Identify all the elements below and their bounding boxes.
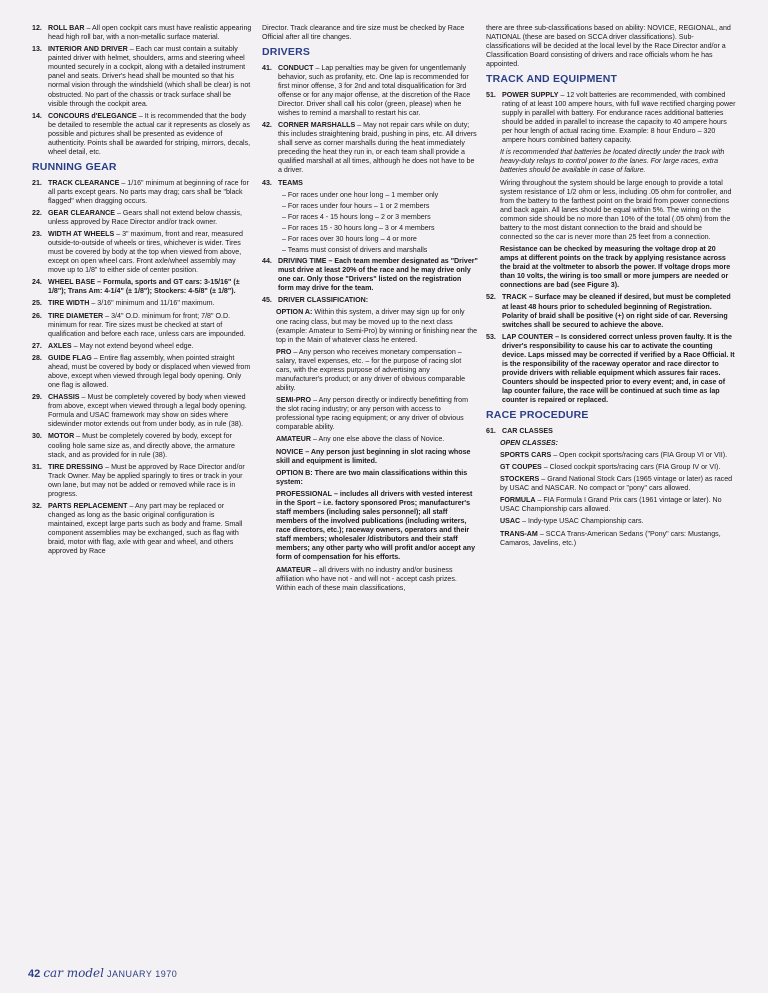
list-item: – Teams must consist of drivers and marshalls [282,246,428,254]
class-pro: PRO – Any person who receives monetary compensation – salary, travel expenses, etc. – for the purpose of racing slot cars, with the express purpose of advertising any manufacturer's product; or any driver of obvious comparable ability. [276,347,466,393]
class-formula: FORMULA – FIA Formula I Grand Prix cars (1961 vintage or later). No USAC Championship cars allowed. [500,496,722,514]
rule-53: 53. LAP COUNTER – Is considered correct unless proven faulty. It is the driver's responsibility to cause his car to activate the counting device. Laps missed may be corrected if verified by a Race Official. It is the responsibility of the raceway operator and race director to provide drivers with reliable equipment which assures fair races. Counters should be inspected prior to every event; and, in case of lap counter failure, the race will be continued at such time as lap counter is repaired or replaced. [486,332,735,405]
rule-43: 43. TEAMS [262,178,303,187]
rule-31: 31. TIRE DRESSING – Must be approved by Race Director and/or Track Owner. May be applied sparingly to tires or track in your own lane, but may not be added or removed while race is in progress. [32,462,245,498]
class-stockers: STOCKERS – Grand National Stock Cars (1965 vintage or later) as raced by USAC and NASCAR. No compact or "pony" cars allowed. [500,475,733,493]
rule-title: INTERIOR AND DRIVER [48,45,128,54]
rule-title: ROLL BAR [48,24,85,32]
rule-44: 44. DRIVING TIME – Each team member designated as "Driver" must drive at least 20% of the race and he may drive only one car. Only those "Drivers" listed on the registration form may drive for the team. [262,257,478,293]
option-b: OPTION B: There are two main classifications within this system: [276,468,468,486]
rule-14: 14. CONCOURS d'ELEGANCE – It is recommended that the body be detailed to resemble the actual car it represents as closely as possible and pictures shall be presented as evidence of authenticity. Points shall be awarded for striping, mirrors, decals, wheel detail, etc. [32,111,251,157]
rule-42: 42. CORNER MARSHALLS – May not repair cars while on duty; this includes straightening braid, pushing in pins, etc. All drivers shall serve as corner marshalls during the heat immediately preceding the heat they run in, or each team shall provide a qualified marshall at all times, although he does not have to be a driver. [262,121,477,175]
rule-61: 61. CAR CLASSES [486,426,553,435]
heading-drivers: DRIVERS [262,46,311,59]
rule-25: 25. TIRE WIDTH – 3/16" minimum and 11/16" maximum. [32,299,215,308]
heading-running-gear: RUNNING GEAR [32,161,117,174]
rule-26: 26. TIRE DIAMETER – 3/4" O.D. minimum for front; 7/8" O.D. minimum for rear. Tire sizes must be checked at start of qualification and before each race, unless cars are impounded. [32,311,246,338]
class-amateur: AMATEUR – Any one else above the class of Novice. [276,435,445,444]
rule-text: – Each car must contain a suitably painted driver with helmet, shoulders, arms and steering wheel mounted securely in a cockpit, along with a detailed instrument panel and seats. Driver's head shall be mounted so that his normal vision through the windshield (which shall be clear) is not obstructed. No part of the chassis or track surface shall be visible through the cockpit area. [48,45,251,108]
class-usac: USAC – Indy-type USAC Championship cars. [500,517,644,526]
column-1 [32,24,252,560]
column-3 [486,24,736,551]
class-trans-am: TRANS-AM – SCCA Trans-American Sedans ("Pony" cars: Mustangs, Camaros, Javelins, etc.) [500,529,721,547]
rule-28: 28. GUIDE FLAG – Entire flag assembly, when pointed straight ahead, must be covered by body or displaced when viewed from above, except when viewed through legal body opening. Only one flag is allowed. [32,353,251,390]
rule-title: CONCOURS d'ELEGANCE [48,111,137,120]
rule-27: 27. AXLES – May not extend beyond wheel edge. [32,341,194,350]
class-sports-cars: SPORTS CARS – Open cockpit sports/racing cars (FIA Group VI or VII). [500,451,728,459]
page-footer [28,966,177,980]
rule-text: – All open cockpit cars must have realistic appearing head high roll bar, with a non-metallic surface material. [48,24,252,42]
list-item: – For races 15 - 30 hours long – 3 or 4 members [282,223,435,232]
rule-29: 29. CHASSIS – Must be completely covered by body when viewed from above, except when viewed through a legal body opening. Formula and USAC framework may show on sides where sidewinder motor extends out from under body, as in rule (38). [32,393,247,429]
heading-race-procedure: RACE PROCEDURE [486,409,589,422]
continued-text: there are three sub-classifications based on ability: NOVICE, REGIONAL, and NATIONAL (these are based on SCCA driver classifications). Sub-classifications will be decided at the local level by the Race Director and/or a Classification Board consisting of drivers and race officials whom he has appointed. [486,24,731,69]
magazine-name: car model [43,966,104,980]
heading-track-equipment: TRACK AND EQUIPMENT [486,73,618,86]
rule-32: 32. PARTS REPLACEMENT – Any part may be replaced or changed as long as the basic original configuration is maintained, except large parts such as body and frame. Small component assemblies may be exchanged, such as flag with braid, motor with flag, axle with gear and wheel, and others approved by Race [32,502,243,556]
rule-41: 41. CONDUCT – Lap penalties may be given for ungentlemanly behavior, such as profanity, etc. One lap is recommended for first minor offense, 3 for 2nd and total disqualification for 3rd offense or for any major offense, at the discretion of the Race Director. Driver shall call his color (green, please) when he wishes to remind a marshall to restart his car. [262,63,471,117]
rule-13: 13. INTERIOR AND DRIVER – Each car must contain a suitably painted driver with helmet, shoulders, arms and steering wheel mounted securely in a cockpit, along with a detailed instrument panel and seats. Driver's head shall be mounted so that his normal vision through the windshield (which shall be clear) is not obstructed. No part of the chassis or track surface shall be visible through the cockpit area. [32,45,251,108]
class-gt-coupes: GT COUPES – Closed cockpit sports/racing cars (FIA Group IV or VI). [500,463,721,472]
rule-30: 30. MOTOR – Must be completely covered by body, except for cooling hole same size as, and directly above, the armature stack, and as provided for in rule (38). [32,432,235,459]
resistance-note: Resistance can be checked by measuring the voltage drop at 20 amps at different points on the track by applying resistance across the braid at the voltmeter to absorb the power. If voltage drops more than 10 volts, the wiring is too small or more jumpers are needed or connections are bad (see Figure 3). [500,245,731,290]
list-item: – For races 4 - 15 hours long – 2 or 3 members [282,212,431,221]
rule-45: 45. DRIVER CLASSIFICATION: [262,296,369,305]
option-a: OPTION A: Within this system, a driver may sign up for only one racing class, but may be moved up to the next class (example: Amateur to Semi-Pro) by winning or finishing near the top in the Main of whatever class he entered. [276,308,478,344]
open-classes-label: OPEN CLASSES: [500,438,558,447]
continued-text: Director. Track clearance and tire size must be checked by Race Official after all tire changes. [262,24,465,42]
rule-51: 51. POWER SUPPLY – 12 volt batteries are recommended, with combined rating of at least 100 ampere hours, with full wave rectified charging power supply in parallel with battery. For endurance races additional batteries should be added in parallel to increase the capacity to 40 ampere hours per hour length of actual racing time. Example: 8 hour Enduro – 320 ampere hours combined battery capacity. [486,90,736,145]
list-item: – For races under four hours – 1 or 2 members [282,201,430,210]
rule-21: 21. TRACK CLEARANCE – 1/16" minimum at beginning of race for all parts except gears. No parts may drag; cars shall be "black flagged" when dragging occurs. [32,178,249,205]
rule-52: 52. TRACK – Surface may be cleaned if desired, but must be completed at least 48 hours prior to scheduled beginning of Registration. Polarity of braid shall be positive (+) on right side of car. Reversing switches shall be secured to achieve the above. [486,293,731,329]
battery-note: It is recommended that batteries be located directly under the track with heavy-duty relays to control power to the lanes. For large races, extra batteries should be available in case of failure. [500,148,725,175]
rule-text: – It is recommended that the body be detailed to resemble the actual car it represents as closely as possible and pictures shall be presented as evidence of authenticity. Points shall be awarded for striping, mirrors, decals, wheel detail, etc. [48,111,251,157]
wiring-note: Wiring throughout the system should be large enough to provide a total system resistance of 1/2 ohm or less, including .05 ohm for controller, and from the battery to the farthest point on the braid from power connections and back again. All lanes should be equal within 5%. The wiring on the common side should be no more than 10% of the total (.05 ohm) from the battery to the most distant connection to the braid and should be connected so the car is never more than 25 feet from a connection. [500,178,732,241]
list-item: – For races under one hour long – 1 member only [282,190,439,199]
teams-list [262,191,478,255]
class-amateur-b: AMATEUR – all drivers with no industry and/or business affiliation who have not - and will not - accept cash prizes. Within each of these main classifications, [276,565,457,592]
rule-12: 12. ROLL BAR – All open cockpit cars must have realistic appearing head high roll bar, with a non-metallic surface material. [32,24,252,42]
page-number: 42 [28,968,41,980]
rule-22: 22. GEAR CLEARANCE – Gears shall not extend below chassis, unless approved by Race Director and/or track owner. [32,208,242,226]
column-2 [262,24,478,596]
class-semi-pro: SEMI-PRO – Any person directly or indirectly benefitting from the slot racing industry; or any person with access to professional type racing equipment; or any driver of obvious comparable ability. [276,396,469,432]
list-item: – For races over 30 hours long – 4 or more [282,234,417,243]
rule-23: 23. WIDTH AT WHEELS – 3" maximum, front and rear, measured outside-to-outside of wheels or tires, whichever is wider. Tires must be covered by body at the top when viewed from above, except on open wheel cars. Front axle/wheel assembly may move up to 1/8" to either side of center position. [32,229,243,275]
class-professional: PROFESSIONAL – includes all drivers with vested interest in the Sport – i.e. factory sponsored Pros; manufacturer's staff members (including sales personnel); all staff members of the involved publications (including writers, race directors, etc.); raceway owners, operators and their staff members; wholesaler /distributors and their staff members; any other party who will profit and/or accept any form of compensation for his efforts. [276,489,476,562]
class-novice: NOVICE – Any person just beginning in slot racing whose skill and equipment is limited. [276,447,471,465]
rule-24: 24. WHEEL BASE – Formula, sports and GT cars: 3-15/16" (± 1/8"); Trans Am: 4-1/4" (± 1/8"); Stockers: 4-5/8" (± 1/8"). [32,278,240,296]
issue-date: JANUARY 1970 [107,969,178,979]
